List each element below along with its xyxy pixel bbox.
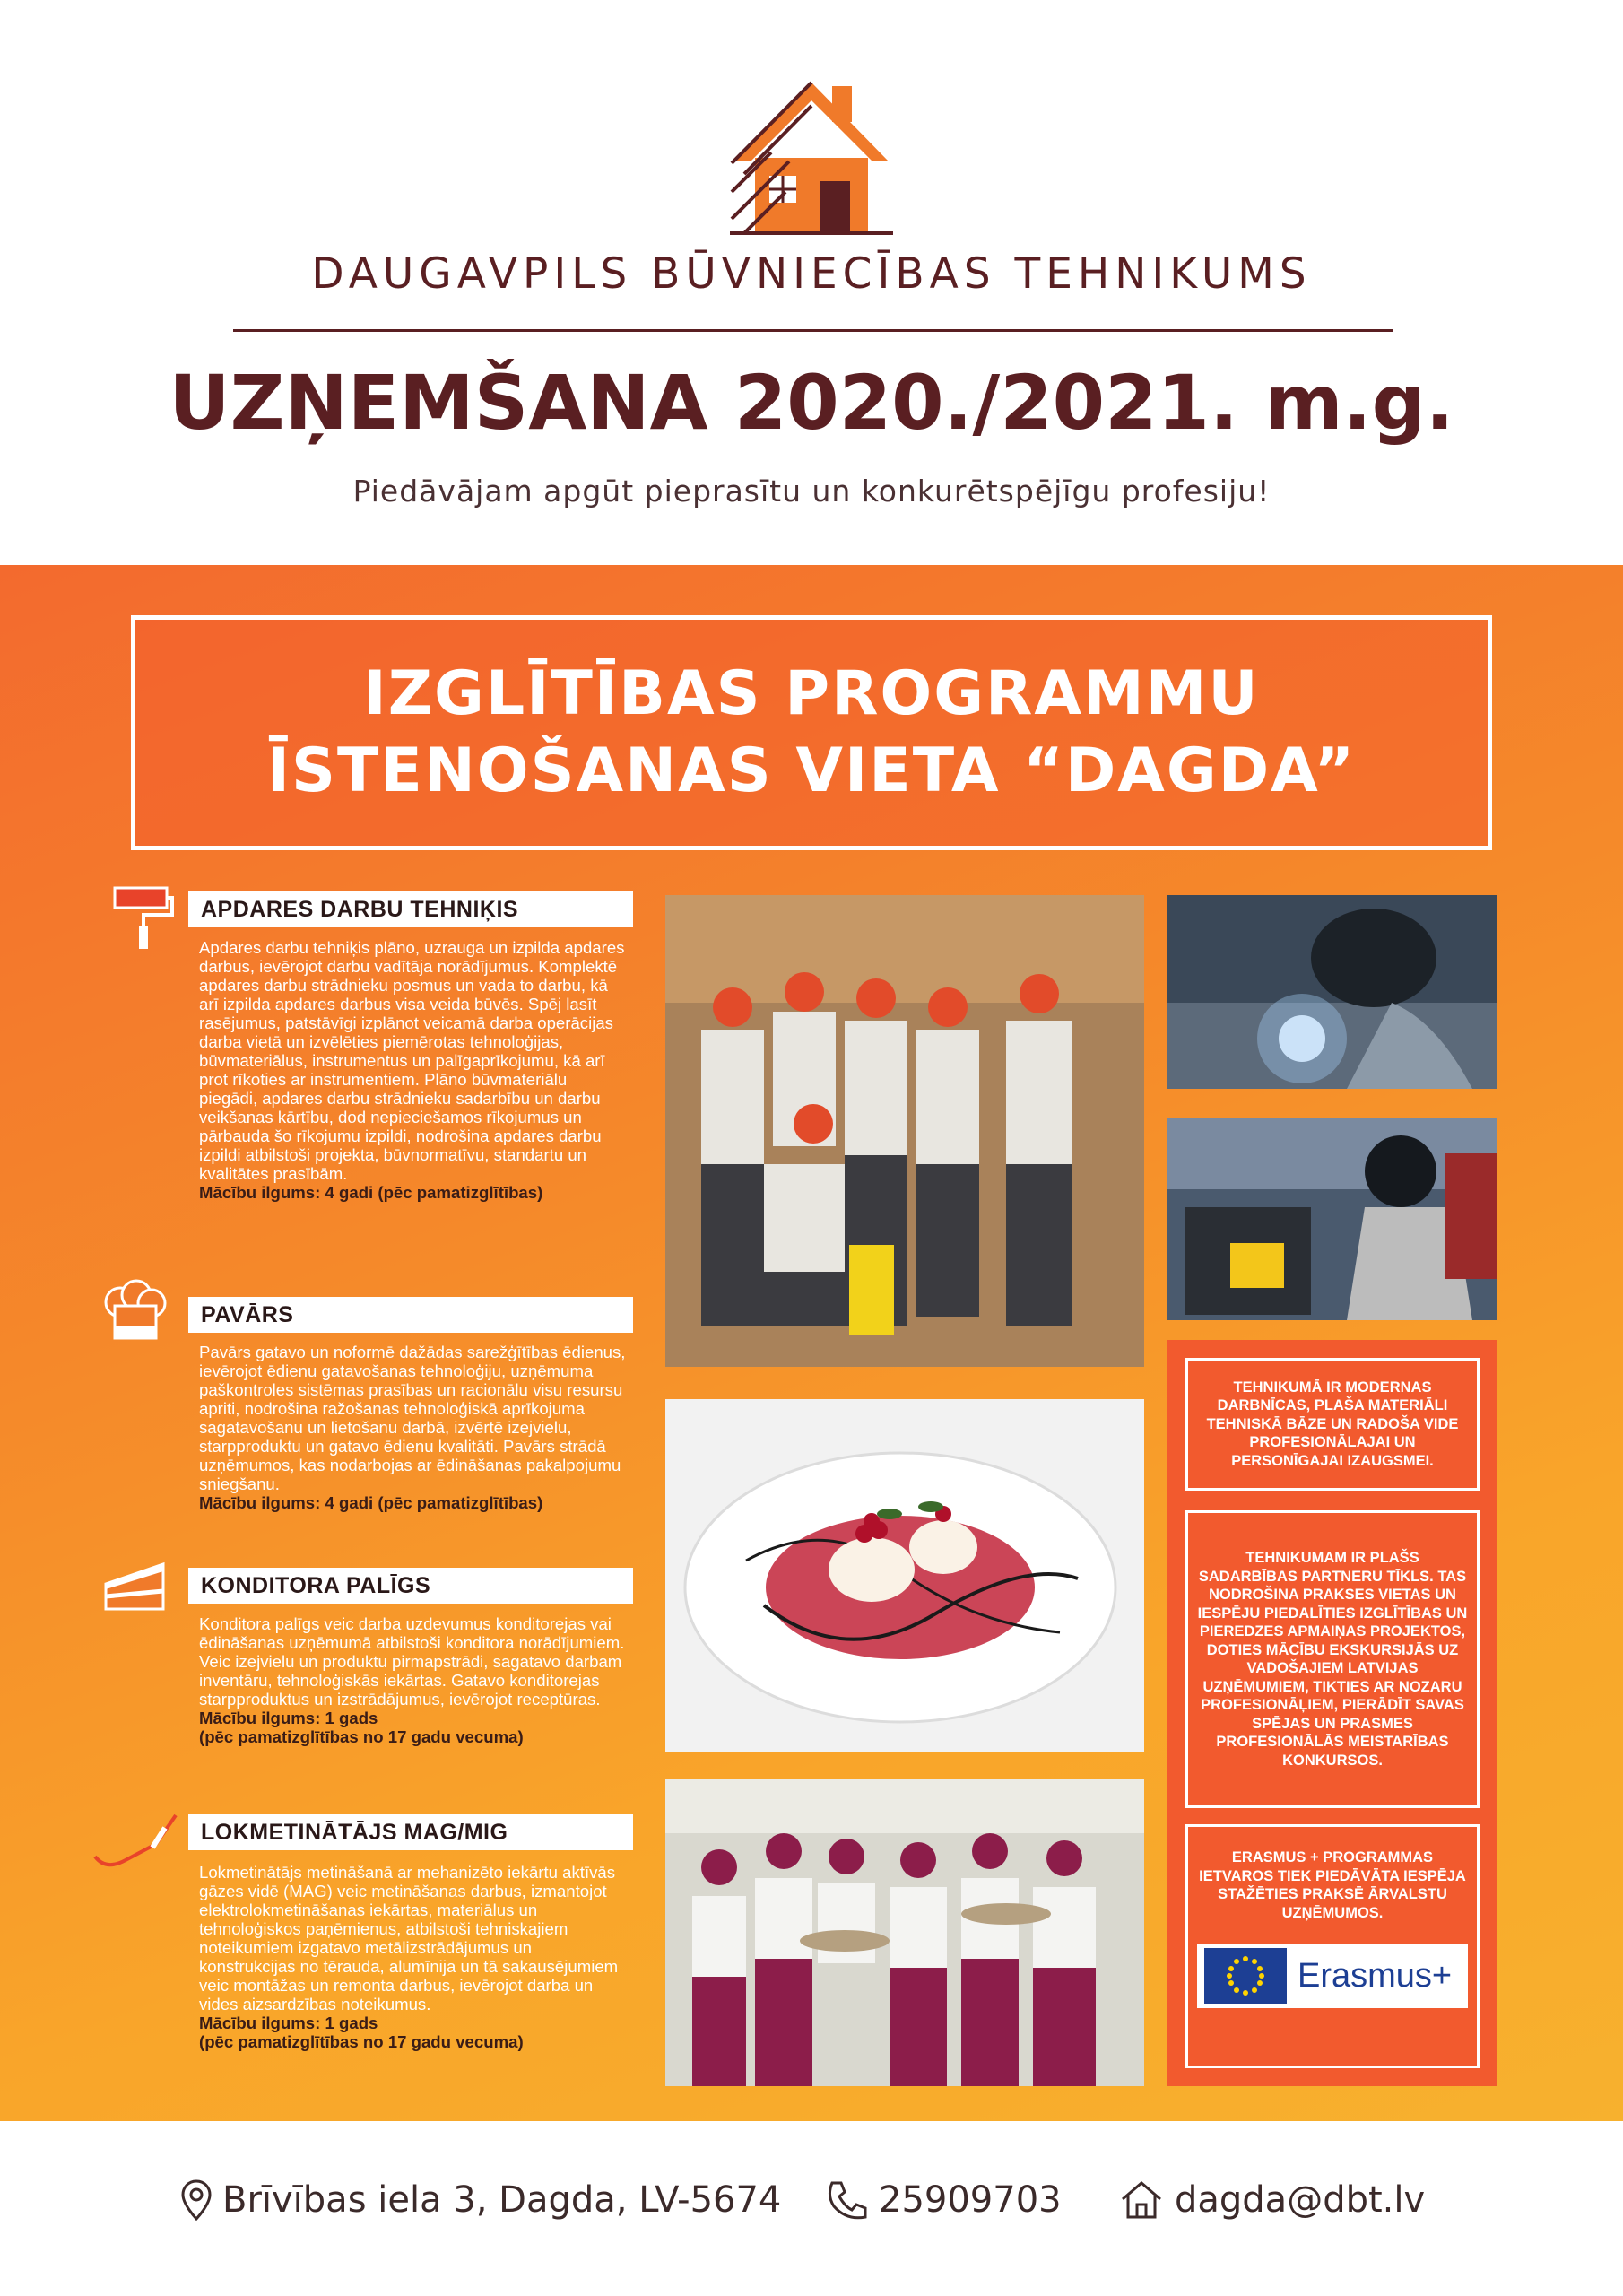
school-name: DAUGAVPILS BŪVNIECĪBAS TEHNIKUMS bbox=[311, 249, 1312, 299]
program-name: LOKMETINĀTĀJS MAG/MIG bbox=[201, 1819, 508, 1845]
tagline: Piedāvājam apgūt pieprasītu un konkurētspējīgu profesiju! bbox=[352, 474, 1271, 509]
header-divider bbox=[233, 329, 1393, 332]
program-description-text: Konditora palīgs veic darba uzdevumus konditorejas vai ēdināšanas uzņēmumā atbilstoši konditora norādījumiem. Veic izejvielu un produktu pirmapstrādi, sagatavo darbam inventāru, tehnoloģiskās iekārtas. Gatavo konditorejas starpproduktus un izstrādājumus, ievērojot receptūras. bbox=[199, 1614, 625, 1709]
photo-chefs-group bbox=[665, 1779, 1144, 2086]
program-duration: Mācību ilgums: 4 gadi (pēc pamatizglītības) bbox=[199, 1493, 543, 1512]
banner-title-box bbox=[131, 615, 1492, 850]
info-box-text: TEHNIKUMĀ IR MODERNAS DARBNĪCAS, PLAŠA MATERIĀLI TEHNISKĀ BĀZE UN RADOŠA VIDE PROFESIONĀLAJAI UN PERSONĪGAJAI IZAUGSMEI. bbox=[1206, 1378, 1459, 1469]
program-title-bar bbox=[188, 1568, 633, 1604]
photo-dessert bbox=[665, 1399, 1144, 1752]
location-pin-icon bbox=[181, 2179, 212, 2221]
info-box-partners bbox=[1185, 1510, 1480, 1808]
phone-icon bbox=[825, 2179, 868, 2221]
banner-line-2: ĪSTENOŠANAS VIETA “DAGDA” bbox=[266, 735, 1357, 806]
program-description-text: Apdares darbu tehniķis plāno, uzrauga un izpilda apdares darbus, ievērojot darbu vadītāja norādījumus. Komplektē apdares darbu strādnieku posmus un vada to darbu, kā arī izpilda apdares darbus visa veida būvēs. Spēj lasīt rasējumus, patstāvīgi izplānot veicamā darba operācijas darba vietā un izvēlēties piemērotas tehnoloģijas, būvmateriālus, instrumentus un palīgaprīkojumu, kā arī prot rīkoties ar instrumentiem. Plāno būvmateriālu piegādi, apdares darbu strādnieku sadarbību un darbu veikšanas kārtību, dod nepieciešamos rīkojumus un pārbauda šo rīkojumu izpildi, nodrošina apdares darbu izpildi atbilstoši projekta, būvnormatīvu, standartu un kvalitātes prasībām. bbox=[199, 938, 625, 1183]
cake-slice-icon bbox=[100, 1552, 170, 1622]
home-icon bbox=[1119, 2179, 1164, 2221]
admission-title: UZŅEMŠANA 2020./2021. m.g. bbox=[169, 359, 1454, 447]
footer-email[interactable] bbox=[1119, 2179, 1425, 2221]
eu-flag-icon bbox=[1204, 1948, 1287, 2004]
program-duration: Mācību ilgums: 4 gadi (pēc pamatizglītības) bbox=[199, 1183, 543, 1202]
program-name: PAVĀRS bbox=[201, 1301, 294, 1327]
program-duration: Mācību ilgums: 1 gads bbox=[199, 2013, 378, 2032]
program-title-bar bbox=[188, 891, 633, 927]
program-duration-note: (pēc pamatizglītības no 17 gadu vecuma) bbox=[199, 2032, 524, 2051]
program-duration: Mācību ilgums: 1 gads bbox=[199, 1709, 378, 1727]
info-box-text: ERASMUS + PROGRAMMAS IETVAROS TIEK PIEDĀVĀTA IESPĒJA STAŽĒTIES PRAKSĒ ĀRVALSTU UZŅĒMUMOS. bbox=[1199, 1849, 1466, 1921]
footer-address bbox=[181, 2179, 781, 2221]
email-text[interactable]: dagda@dbt.lv bbox=[1175, 2179, 1426, 2221]
welding-torch-icon bbox=[90, 1808, 188, 1880]
program-description bbox=[199, 1343, 629, 1512]
paint-roller-icon bbox=[108, 883, 178, 952]
chef-hat-icon bbox=[100, 1279, 170, 1349]
banner-line-1: IZGLĪTĪBAS PROGRAMMU bbox=[363, 658, 1260, 729]
erasmus-label: Erasmus+ bbox=[1298, 1956, 1453, 1995]
footer-phone[interactable] bbox=[825, 2179, 1062, 2221]
program-title-bar bbox=[188, 1814, 633, 1850]
address-text: Brīvības iela 3, Dagda, LV-5674 bbox=[222, 2179, 782, 2221]
program-name: APDARES DARBU TEHNIĶIS bbox=[201, 896, 519, 922]
school-logo-house-icon bbox=[726, 75, 897, 237]
phone-text[interactable]: 25909703 bbox=[879, 2179, 1062, 2221]
program-description-text: Pavārs gatavo un noformē dažādas sarežģītības ēdienus, ievērojot ēdienu gatavošanas tehnoloģiju, uzņēmuma paškontroles sistēmas prasības un racionālu visu resursu apriti, nodrošina ražošanas tehnoloģiskā aprīkojuma sagatavošanu un lietošanu darbā, izvērtē izejvielu, starpproduktu un gatavo ēdienu kvalitāti. Pavārs strādā uzņēmumos, kas nodarbojas ar ēdināšanas pakalpojumu sniegšanu. bbox=[199, 1343, 626, 1493]
photo-welder-2 bbox=[1167, 1118, 1497, 1320]
photo-welder-1 bbox=[1167, 895, 1497, 1089]
program-description bbox=[199, 1614, 629, 1746]
program-duration-note: (pēc pamatizglītības no 17 gadu vecuma) bbox=[199, 1727, 524, 1746]
program-description bbox=[199, 938, 629, 1202]
program-description-text: Lokmetinātājs metināšanā ar mehanizēto iekārtu aktīvās gāzes vidē (MAG) veic metināšanas darbus, izmantojot elektrolokmetināšanas iekārtas, materiālus un tehnoloģiskos paņēmienus, atbilstoši tehniskajiem noteikumiem izgatavo metālizstrādājumus un konstrukcijas no tērauda, alumīnija un tā sakausējumiem veic montāžas un remonta darbus, ievērojot darba un vides aizsardzības noteikumus. bbox=[199, 1863, 619, 2013]
program-description bbox=[199, 1863, 629, 2051]
info-box-text: TEHNIKUMAM IR PLAŠS SADARBĪBAS PARTNERU TĪKLS. TAS NODROŠINA PRAKSES VIETAS UN IESPĒJU PIEDALĪTIES IZGLĪTĪBAS UN PIEREDZES APMAIŅAS PROJEKTOS, DOTIES MĀCĪBU EKSKURSIJĀS UZ VADOŠAJIEM LATVIJAS UZŅĒMUMIEM, TIKTIES AR NOZARU PROFESIONĀĻIEM, PIERĀDĪT SAVAS SPĒJAS UN PRASMES PROFESIONĀLĀS MEISTARĪBAS KONKURSOS. bbox=[1197, 1550, 1468, 1769]
program-title-bar bbox=[188, 1297, 633, 1333]
info-box-workshops bbox=[1185, 1358, 1480, 1491]
info-box-erasmus bbox=[1185, 1824, 1480, 2068]
photo-students-group bbox=[665, 895, 1144, 1367]
program-name: KONDITORA PALĪGS bbox=[201, 1572, 431, 1598]
erasmus-logo bbox=[1197, 1944, 1468, 2008]
